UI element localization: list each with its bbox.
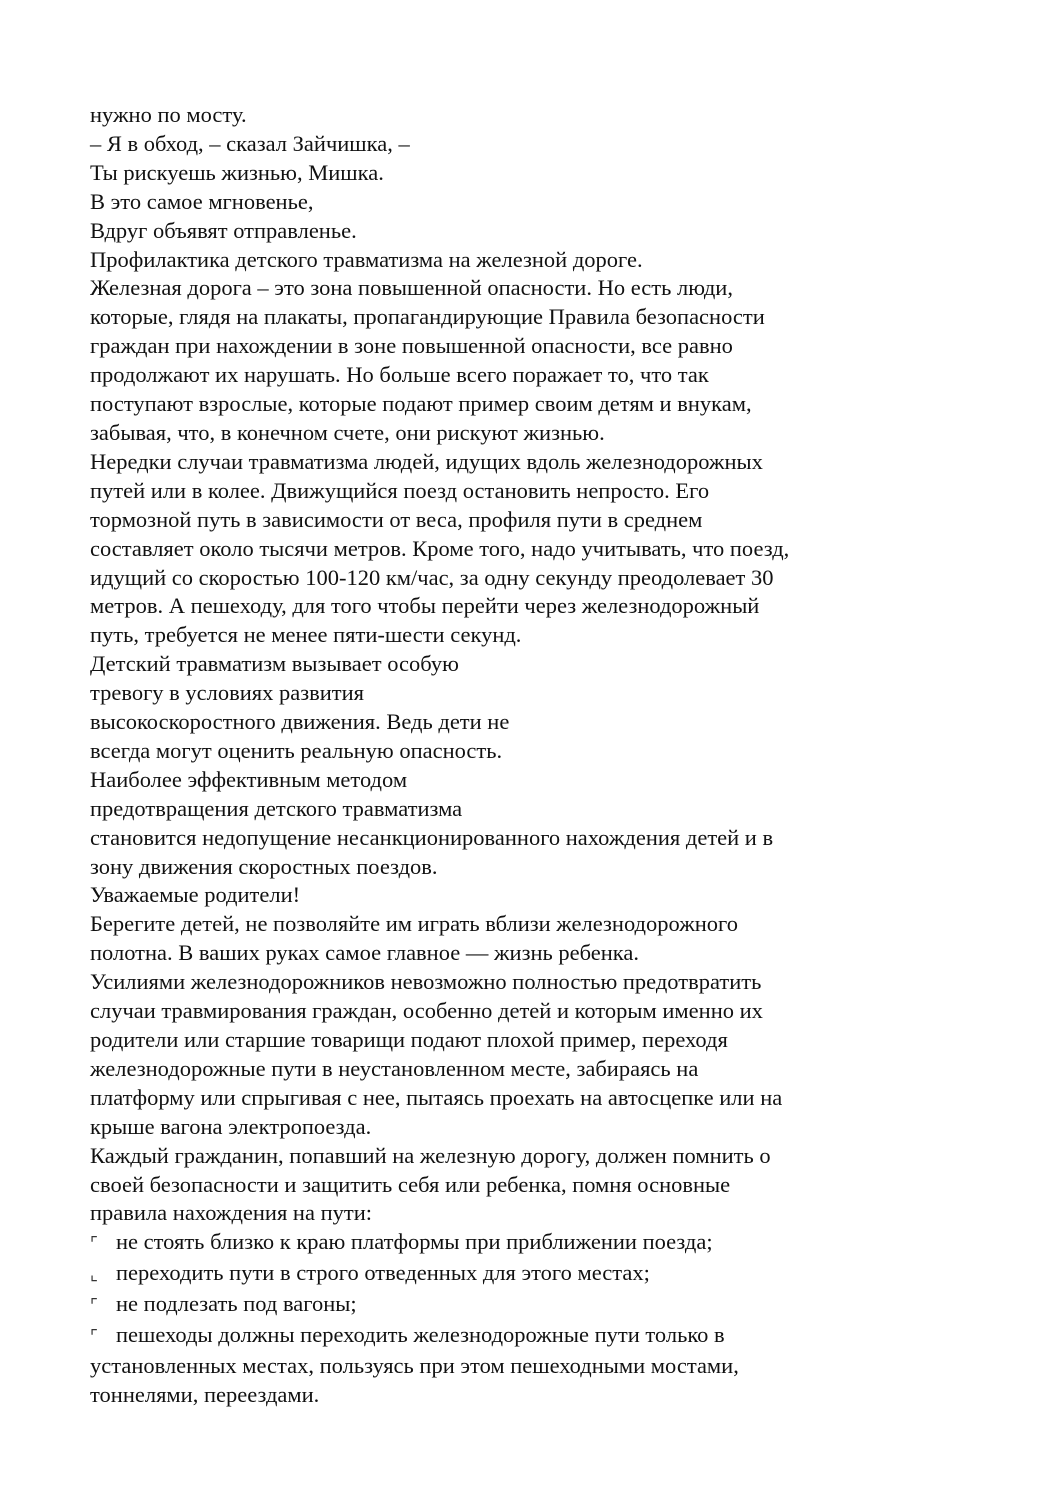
text-line: высокоскоростного движения. Ведь дети не [90,709,510,735]
text-line: метров. А пешеходу, для того чтобы перейти через железнодорожный [90,593,760,619]
text-line: случаи травмирования граждан, особенно детей и которым именно их [90,998,763,1024]
body-text [90,101,990,1228]
text-line: Нередки случаи травматизма людей, идущих вдоль железнодорожных [90,448,763,474]
section-heading: Профилактика детского травматизма на железной дороге. [90,246,643,272]
bullet-icon: ⌜ [90,1234,98,1255]
text-line: железнодорожные пути в неустановленном месте, забираясь на [90,1055,699,1081]
text-line: составляет около тысячи метров. Кроме того, надо учитывать, что поезд, [90,535,790,561]
text-line: правила нахождения на пути: [90,1200,372,1226]
text-line: своей безопасности и защитить себя или ребенка, помня основные [90,1171,731,1197]
text-line: – Я в обход, – сказал Зайчишка, – [90,130,410,156]
text-line: Наиболее эффективным методом [90,766,408,792]
text-line: путь, требуется не менее пяти-шести секунд. [90,622,522,648]
text-line: полотна. В ваших руках самое главное — жизнь ребенка. [90,940,639,966]
list-item [90,1228,990,1259]
text-line: зону движения скоростных поездов. [90,853,438,879]
bullet-icon: ⌜ [90,1327,98,1348]
text-line: родители или старшие товарищи подают плохой пример, переходя [90,1027,728,1052]
text-line: становится недопущение несанкционированного нахождения детей и в [90,824,774,850]
text-line: путей или в колее. Движущийся поезд остановить непросто. Его [90,477,710,503]
text-line: платформу или спрыгивая с нее, пытаясь проехать на автосцепке или на [90,1084,783,1110]
text-line: продолжают их нарушать. Но больше всего поражает то, что так [90,362,709,388]
text-line: поступают взрослые, которые подают пример своим детям и внукам, [90,391,752,417]
text-line: тоннелями, переездами. [90,1381,320,1407]
text-line: установленных местах, пользуясь при этом пешеходными мостами, [90,1352,739,1378]
list-item [90,1259,990,1290]
text-line: Ты рискуешь жизнью, Мишка. [90,159,384,185]
text-line: предотвращения детского травматизма [90,795,463,821]
text-line: тревогу в условиях развития [90,680,365,706]
text-line: идущий со скоростью 100-120 км/час, за одну секунду преодолевает 30 [90,564,774,590]
bullet-icon: ⌞ [90,1265,98,1286]
text-line: Железная дорога – это зона повышенной опасности. Но есть люди, [90,275,733,301]
rules-list [90,1228,990,1409]
text-line: Детский травматизм вызывает особую [90,651,459,677]
text-line: тормозной путь в зависимости от веса, профиля пути в среднем [90,506,703,532]
text-line: граждан при нахождении в зоне повышенной опасности, все равно [90,333,733,359]
bullet-icon: ⌜ [90,1296,98,1317]
text-line: крыше вагона электропоезда. [90,1113,372,1139]
text-line: Усилиями железнодорожников невозможно полностью предотвратить [90,969,762,995]
text-line: нужно по мосту. [90,102,247,127]
document-page [90,101,990,1410]
text-line: забывая, что, в конечном счете, они рискуют жизнью. [90,419,605,445]
text-line: Каждый гражданин, попавший на железную дорогу, должен помнить о [90,1142,771,1168]
text-line: Вдруг объявят отправленье. [90,217,357,243]
list-item-text: пешеходы должны переходить железнодорожные пути только в [116,1322,725,1348]
text-line: Берегите детей, не позволяйте им играть вблизи железнодорожного [90,911,738,937]
list-item-text: не стоять близко к краю платформы при приближении поезда; [116,1229,713,1255]
text-line: которые, глядя на плакаты, пропагандирующие Правила безопасности [90,304,765,330]
list-item-text: переходить пути в строго отведенных для этого местах; [116,1260,650,1286]
list-item [90,1290,990,1321]
text-line: всегда могут оценить реальную опасность. [90,737,503,763]
text-line: В это самое мгновенье, [90,188,314,214]
list-item-text: не подлезать под вагоны; [116,1291,357,1317]
list-item [90,1321,990,1352]
text-line: Уважаемые родители! [90,882,301,908]
